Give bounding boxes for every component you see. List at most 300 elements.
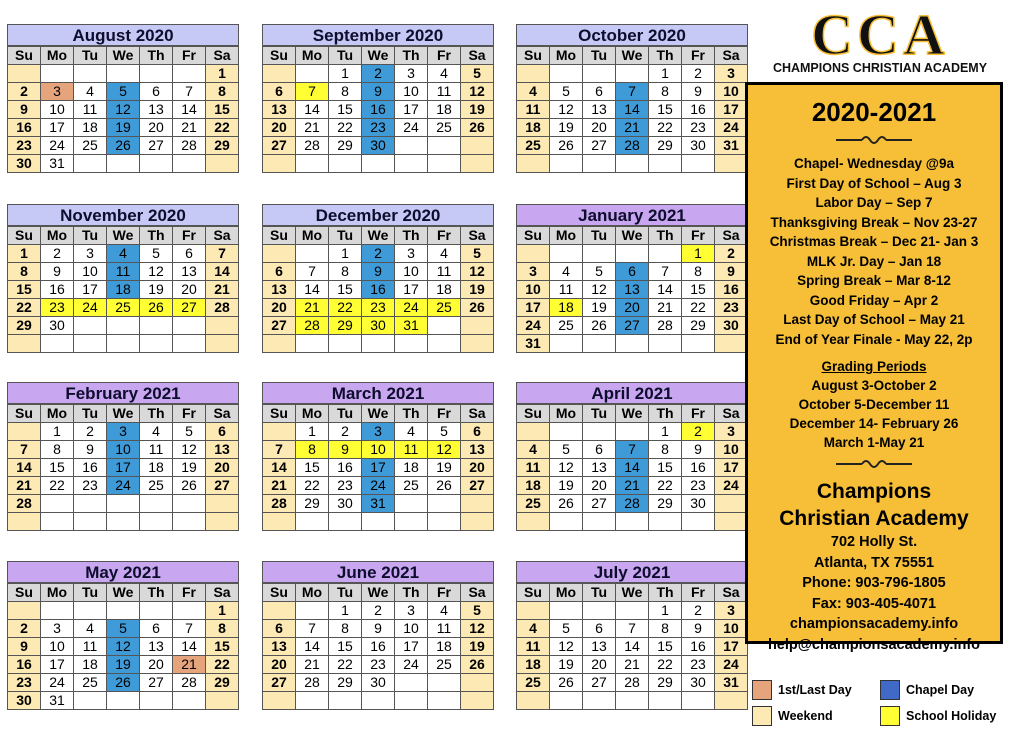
day-cell: 6 [206,423,239,441]
day-cell: 8 [329,83,362,101]
day-cell [682,155,715,173]
day-cell [296,65,329,83]
day-cell: 12 [173,441,206,459]
day-cell: 11 [395,441,428,459]
weekday-header: Th [649,405,682,423]
day-cell: 26 [107,137,140,155]
day-cell: 11 [140,441,173,459]
day-cell: 28 [206,299,239,317]
day-cell: 24 [715,656,748,674]
day-cell: 21 [206,281,239,299]
day-cell: 22 [649,656,682,674]
day-cell [8,335,41,353]
day-cell: 28 [296,317,329,335]
day-cell: 7 [263,441,296,459]
day-cell: 20 [263,656,296,674]
day-cell: 3 [715,602,748,620]
day-cell [715,335,748,353]
day-cell: 10 [107,441,140,459]
day-cell: 2 [362,602,395,620]
weekday-header: We [362,405,395,423]
grading-periods-heading: Grading Periods [821,359,927,374]
day-cell: 16 [74,459,107,477]
day-cell: 10 [715,441,748,459]
day-cell: 26 [107,674,140,692]
day-cell: 25 [550,317,583,335]
day-cell: 26 [428,477,461,495]
day-cell: 10 [517,281,550,299]
day-cell: 14 [263,459,296,477]
day-cell: 25 [140,477,173,495]
day-cell: 21 [8,477,41,495]
day-cell: 16 [682,459,715,477]
weekday-header: Fr [682,405,715,423]
day-cell: 8 [41,441,74,459]
day-cell: 17 [715,638,748,656]
day-cell [682,692,715,710]
day-cell: 30 [362,674,395,692]
day-cell [74,495,107,513]
month-title: February 2021 [7,382,239,404]
day-cell [140,513,173,531]
email-link[interactable]: help@championsacademy.info [767,636,981,653]
day-cell: 25 [517,137,550,155]
day-cell [173,155,206,173]
day-cell: 18 [140,459,173,477]
day-cell [140,692,173,710]
day-cell [461,317,494,335]
day-cell [8,602,41,620]
month-calendar [262,204,494,353]
weekday-header: Sa [206,47,239,65]
svg-text:CCA: CCA [811,6,949,67]
day-cell [107,513,140,531]
weekday-header: Su [8,405,41,423]
day-cell: 11 [428,620,461,638]
weekday-header: We [362,47,395,65]
day-cell [74,155,107,173]
weekday-header: Tu [329,227,362,245]
day-cell: 26 [140,299,173,317]
day-cell: 17 [715,101,748,119]
weekday-header: Fr [173,227,206,245]
day-cell: 1 [682,245,715,263]
day-cell [296,155,329,173]
day-cell: 4 [428,245,461,263]
legend-holiday [880,706,996,726]
day-cell [41,65,74,83]
day-cell [41,495,74,513]
day-cell: 9 [8,638,41,656]
weekday-header: Tu [329,47,362,65]
day-cell: 6 [583,441,616,459]
day-cell: 5 [461,245,494,263]
day-cell: 29 [682,317,715,335]
day-cell: 5 [550,620,583,638]
day-cell [395,674,428,692]
day-cell: 15 [329,101,362,119]
day-cell [550,245,583,263]
day-cell: 10 [395,620,428,638]
day-cell: 28 [8,495,41,513]
day-cell: 23 [74,477,107,495]
day-cell: 25 [517,674,550,692]
day-cell [74,335,107,353]
day-cell [682,513,715,531]
day-cell: 10 [395,83,428,101]
month-title: October 2020 [516,24,748,46]
day-cell: 13 [140,638,173,656]
day-cell: 7 [173,620,206,638]
day-cell: 1 [8,245,41,263]
day-cell: 29 [329,137,362,155]
day-cell: 23 [329,477,362,495]
day-cell [107,335,140,353]
day-cell: 18 [517,656,550,674]
day-cell: 13 [263,281,296,299]
day-cell: 6 [140,620,173,638]
day-cell: 16 [8,119,41,137]
day-cell: 15 [682,281,715,299]
day-cell: 28 [616,137,649,155]
weekday-header: Su [517,47,550,65]
day-cell: 24 [715,119,748,137]
day-cell: 7 [616,620,649,638]
day-cell: 4 [517,441,550,459]
legend-chapel [880,680,974,700]
day-cell: 29 [206,674,239,692]
day-cell [428,495,461,513]
day-cell: 12 [550,101,583,119]
day-cell [715,513,748,531]
day-cell: 18 [517,119,550,137]
weekday-header: Su [263,584,296,602]
day-cell: 12 [428,441,461,459]
day-cell: 7 [616,441,649,459]
weekday-header: Th [140,405,173,423]
day-cell: 3 [74,245,107,263]
day-cell: 22 [649,477,682,495]
day-cell [428,335,461,353]
day-cell: 14 [173,638,206,656]
day-cell: 7 [649,263,682,281]
day-cell: 12 [550,459,583,477]
day-cell: 3 [395,602,428,620]
day-cell [74,513,107,531]
day-cell [74,65,107,83]
weekday-header: Tu [583,227,616,245]
month-title: April 2021 [516,382,748,404]
month-calendar [262,24,494,173]
day-cell [461,495,494,513]
day-cell [263,245,296,263]
day-cell: 2 [362,65,395,83]
weekday-header: Fr [173,405,206,423]
day-cell [296,602,329,620]
day-cell: 19 [140,281,173,299]
weekday-header: Mo [296,47,329,65]
weekday-header: Sa [461,47,494,65]
weekday-header: Fr [428,47,461,65]
day-cell: 15 [329,281,362,299]
day-cell: 13 [461,441,494,459]
day-cell: 26 [173,477,206,495]
day-cell [173,335,206,353]
day-cell [461,692,494,710]
day-cell: 26 [461,656,494,674]
day-cell [461,155,494,173]
weekday-header: Fr [428,405,461,423]
weekday-header: Tu [74,227,107,245]
day-cell: 31 [715,137,748,155]
weekday-header: Sa [206,584,239,602]
day-cell: 19 [107,656,140,674]
day-cell: 17 [395,101,428,119]
day-cell [263,602,296,620]
day-cell [263,692,296,710]
day-cell: 28 [649,317,682,335]
legend-label: Chapel Day [906,683,975,697]
day-cell: 4 [517,83,550,101]
day-cell: 23 [362,119,395,137]
day-cell [263,513,296,531]
event-item: Chapel- Wednesday @9a [794,156,954,171]
day-cell: 30 [329,495,362,513]
day-cell [296,245,329,263]
event-item: First Day of School – Aug 3 [786,175,962,191]
month-calendar [516,24,748,173]
day-cell: 30 [682,495,715,513]
weekday-header: Mo [296,584,329,602]
day-cell: 24 [395,299,428,317]
day-cell: 15 [41,459,74,477]
weekday-header: Tu [583,584,616,602]
event-item: Last Day of School – May 21 [783,312,965,327]
day-cell: 13 [263,101,296,119]
day-cell: 1 [41,423,74,441]
day-cell: 23 [41,299,74,317]
day-cell [461,335,494,353]
day-cell [649,692,682,710]
day-cell [173,692,206,710]
month-title: July 2021 [516,561,748,583]
day-cell: 10 [362,441,395,459]
day-cell: 27 [173,299,206,317]
day-cell: 8 [649,620,682,638]
day-cell [74,317,107,335]
day-cell: 23 [8,674,41,692]
weekday-header: Fr [682,47,715,65]
day-cell [263,155,296,173]
day-cell: 27 [206,477,239,495]
weekday-header: Tu [583,405,616,423]
day-cell [173,513,206,531]
day-cell [715,692,748,710]
day-cell [583,513,616,531]
day-cell: 6 [263,620,296,638]
legend-swatch-weekend [752,706,772,726]
day-cell: 21 [296,656,329,674]
day-cell: 6 [140,83,173,101]
day-cell [74,602,107,620]
day-cell [616,692,649,710]
day-cell [107,317,140,335]
day-cell: 7 [296,263,329,281]
day-cell: 29 [206,137,239,155]
day-cell: 5 [550,83,583,101]
day-cell: 6 [583,620,616,638]
school-info-box [745,82,1003,653]
weekday-header: Th [395,584,428,602]
weekday-header: We [362,227,395,245]
day-cell: 10 [41,101,74,119]
day-cell: 1 [649,602,682,620]
day-cell [682,335,715,353]
day-cell [550,335,583,353]
day-cell [362,692,395,710]
day-cell: 22 [682,299,715,317]
day-cell [206,317,239,335]
day-cell: 3 [517,263,550,281]
day-cell: 25 [428,299,461,317]
day-cell: 10 [74,263,107,281]
weekday-header: Mo [296,405,329,423]
day-cell: 9 [41,263,74,281]
day-cell: 15 [296,459,329,477]
day-cell [461,674,494,692]
day-cell: 8 [329,263,362,281]
day-cell: 14 [616,101,649,119]
day-cell [8,423,41,441]
day-cell: 18 [395,459,428,477]
weekday-header: Su [517,227,550,245]
weekday-header: Fr [428,227,461,245]
grading-period: March 1-May 21 [823,435,925,450]
day-cell: 24 [107,477,140,495]
day-cell [395,137,428,155]
fax: Fax: 903-405-4071 [811,595,937,612]
weekday-header: Sa [461,584,494,602]
day-cell: 19 [550,477,583,495]
day-cell: 1 [206,602,239,620]
day-cell: 2 [362,245,395,263]
day-cell: 2 [682,602,715,620]
day-cell: 9 [682,441,715,459]
day-cell [428,692,461,710]
day-cell: 4 [74,620,107,638]
day-cell: 5 [461,65,494,83]
day-cell: 1 [329,602,362,620]
school-name-line-1: Champions [816,480,932,503]
day-cell: 15 [649,638,682,656]
day-cell [428,513,461,531]
day-cell: 4 [395,423,428,441]
day-cell [8,513,41,531]
day-cell: 8 [649,83,682,101]
day-cell: 22 [41,477,74,495]
day-cell: 9 [362,620,395,638]
weekday-header: Mo [41,405,74,423]
month-calendar [516,382,748,531]
day-cell: 20 [173,281,206,299]
day-cell: 17 [395,638,428,656]
day-cell: 12 [461,263,494,281]
day-cell: 4 [428,65,461,83]
day-cell: 12 [107,101,140,119]
day-cell: 7 [616,83,649,101]
day-cell: 30 [682,674,715,692]
grading-period: December 14- February 26 [789,416,959,431]
day-cell: 15 [206,638,239,656]
day-cell: 28 [296,137,329,155]
day-cell: 5 [107,620,140,638]
day-cell: 2 [329,423,362,441]
day-cell: 13 [206,441,239,459]
day-cell: 14 [8,459,41,477]
legend-swatch-first [752,680,772,700]
weekday-header: Th [140,47,173,65]
day-cell: 1 [329,245,362,263]
day-cell: 30 [362,137,395,155]
day-cell: 27 [461,477,494,495]
day-cell: 27 [583,674,616,692]
day-cell [428,317,461,335]
day-cell: 20 [583,119,616,137]
ornament-divider-icon [834,134,914,146]
day-cell: 22 [329,299,362,317]
day-cell: 11 [550,281,583,299]
day-cell: 1 [206,65,239,83]
day-cell: 10 [715,83,748,101]
day-cell: 29 [649,495,682,513]
day-cell [140,495,173,513]
day-cell: 14 [616,638,649,656]
day-cell [41,602,74,620]
day-cell: 4 [74,83,107,101]
day-cell: 13 [616,281,649,299]
day-cell: 14 [296,101,329,119]
phone: Phone: 903-796-1805 [802,575,946,591]
legend-label: School Holiday [906,709,997,723]
day-cell: 11 [517,638,550,656]
event-item: Good Friday – Apr 2 [809,292,939,308]
day-cell: 17 [517,299,550,317]
weekday-header: Tu [74,405,107,423]
day-cell: 22 [329,119,362,137]
event-item: Christmas Break – Dec 21- Jan 3 [769,234,979,249]
day-cell [107,65,140,83]
day-cell [140,602,173,620]
day-cell [517,65,550,83]
day-cell [329,335,362,353]
legend-swatch-holiday [880,706,900,726]
day-cell: 20 [140,656,173,674]
weekday-header: Su [8,47,41,65]
day-cell: 18 [517,477,550,495]
day-cell: 18 [428,281,461,299]
day-cell: 21 [173,119,206,137]
day-cell [550,65,583,83]
day-cell [206,513,239,531]
day-cell: 26 [461,299,494,317]
day-cell: 13 [583,459,616,477]
day-cell: 3 [107,423,140,441]
day-cell: 27 [263,137,296,155]
day-cell: 9 [362,83,395,101]
day-cell [296,513,329,531]
website-link[interactable]: championsacademy.info [789,616,959,632]
weekday-header: Sa [715,227,748,245]
